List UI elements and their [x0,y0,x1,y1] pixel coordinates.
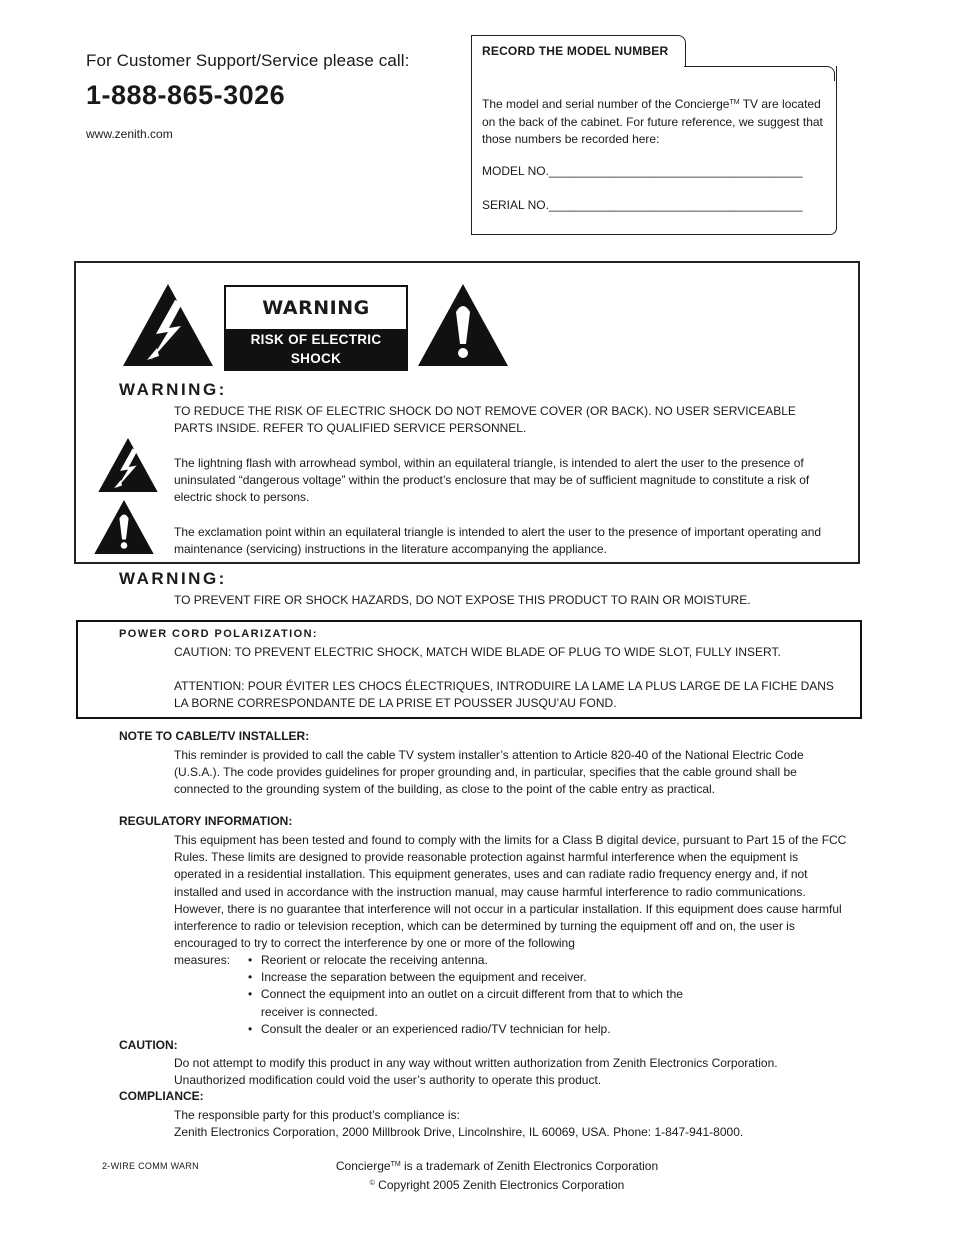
trademark-text: is a trademark of Zenith Electronics Corporation [400,1159,659,1173]
cable-note-text: This reminder is provided to call the cable TV system installer’s attention to Article 820-40 of the National Electric Code (U.S.A.). The code provides guidelines for proper grounding and, in particular, specifies that the cable ground shall be connected to the grounding system of the building, as close to the point of the cable entry as practical. [174,748,804,797]
tm-mark: TM [390,1161,401,1168]
footer-trademark [297,1156,697,1194]
record-text-part2: TV are located on the back of the cabinet. For future reference, we suggest that those numbers be recorded here: [482,97,823,146]
list-item-text: Reorient or relocate the receiving antenna. [261,953,488,967]
record-text-part1: The model and serial number of the Concierge [482,97,730,111]
measures-list [248,952,728,1038]
copyright-line [297,1175,697,1194]
record-model-text [482,94,832,149]
list-item-text: Connect the equipment into an outlet on a circuit different from that to which the receiver is connected. [260,987,683,1019]
list-item: • Reorient or relocate the receiving antenna. [248,952,728,969]
electric-shock-triangle-icon [121,282,215,368]
serial-number-field: SERIAL NO.______________________________________ [482,198,803,212]
warning-text-2: TO PREVENT FIRE OR SHOCK HAZARDS, DO NOT EXPOSE THIS PRODUCT TO RAIN OR MOISTURE. [174,593,751,607]
record-box-corner [820,66,835,81]
tm-mark: TM [729,99,740,106]
list-item-text: Consult the dealer or an experienced radio/TV technician for help. [261,1021,611,1036]
polarization-attention-fr: ATTENTION: POUR ÉVITER LES CHOCS ÉLECTRIQUES, INTRODUIRE LA LAME LA PLUS LARGE DE LA FICHE DANS LA BORNE CORRESPONDANTE DE LA PRISE ET POUSSER JUSQU’AU FOND. [174,679,834,711]
polarization-caution-en: CAUTION: TO PREVENT ELECTRIC SHOCK, MATCH WIDE BLADE OF PLUG TO WIDE SLOT, FULLY INSERT. [174,645,781,659]
copyright-text: Copyright 2005 Zenith Electronics Corporation [374,1178,625,1192]
exclamation-symbol-explanation: The exclamation point within an equilateral triangle is intended to alert the user to the presence of important operating and maintenance (servicing) instructions in the literature accompanying the appliance. [174,525,822,557]
lightning-symbol-explanation: The lightning flash with arrowhead symbol, within an equilateral triangle, is intended to alert the user to the presence of uninsulated “dangerous voltage” within the product’s enclosure that may be of sufficient magnitude to constitute a risk of electric shock to persons. [174,456,810,505]
record-box-top-edge [684,66,826,67]
support-label: For Customer Support/Service please call: [86,51,410,70]
compliance-line-1: The responsible party for this product’s compliance is: [174,1108,460,1122]
list-item-text: Increase the separation between the equipment and receiver. [261,970,587,985]
trademark-brand: Concierge [335,1159,391,1173]
warning-heading-2: WARNING: [119,569,227,588]
trademark-line [297,1156,697,1175]
record-model-title: RECORD THE MODEL NUMBER [482,44,669,58]
polarization-heading: POWER CORD POLARIZATION: [119,628,318,640]
list-item: • Connect the equipment into an outlet on a circuit different from that to which the receiver is connected. [248,986,728,1020]
warning-label-line2: DO NOT OPEN [267,370,365,385]
copyright-symbol: © [369,1180,375,1187]
cable-note-heading: NOTE TO CABLE/TV INSTALLER: [119,729,310,743]
website-link[interactable]: www.zenith.com [86,127,173,141]
model-number-field: MODEL NO.______________________________________ [482,164,803,178]
compliance-line-2: Zenith Electronics Corporation, 2000 Millbrook Drive, Lincolnshire, IL 60069, USA. Phone: 1-847-941-8000. [174,1125,744,1139]
warning-label-subtitle [226,329,406,385]
caution-heading: CAUTION: [119,1038,178,1052]
regulatory-heading: REGULATORY INFORMATION: [119,814,293,828]
regulatory-text: This equipment has been tested and found to comply with the limits for a Class B digital device, pursuant to Part 15 of the FCC Rules. These limits are designed to provide reasonable protection against harmful interference when the equipment is operated in a residential installation. This equipment generates, uses and can radiate radio frequency energy and, if not installed and used in accordance with the instruction manual, may cause harmful interference to radio communications. However, there is no guarantee that interference will not occur in a particular installation. If this equipment does cause harmful interference to radio or television reception, which can be determined by turning the equipment off and on, the user is encouraged to try to correct the interference by one or more of the following [174,833,847,951]
warning-label-panel [224,285,408,385]
caution-text: Do not attempt to modify this product in any way without written authorization from Zenith Electronics Corporation. Unauthorized modification could void the user’s authority to operate this product. [174,1056,778,1088]
list-item: • Increase the separation between the equipment and receiver. [248,969,728,986]
compliance-heading: COMPLIANCE: [119,1089,204,1103]
measures-label: measures: [174,953,231,967]
document-code: 2-WIRE COMM WARN [102,1161,199,1171]
small-electric-shock-icon [97,436,159,494]
warning-label-title: WARNING [262,297,370,319]
warning-label-line1: RISK OF ELECTRIC SHOCK [250,332,382,366]
exclamation-triangle-icon [416,282,510,368]
small-exclamation-icon [93,498,155,556]
warning-heading-1: WARNING: [119,380,227,399]
support-phone-number: 1-888-865-3026 [86,80,286,110]
list-item: • Consult the dealer or an experienced radio/TV technician for help. [248,1021,728,1038]
warning-text-1: TO REDUCE THE RISK OF ELECTRIC SHOCK DO NOT REMOVE COVER (OR BACK). NO USER SERVICEABLE PARTS INSIDE. REFER TO QUALIFIED SERVICE PERSONNEL. [174,404,796,436]
